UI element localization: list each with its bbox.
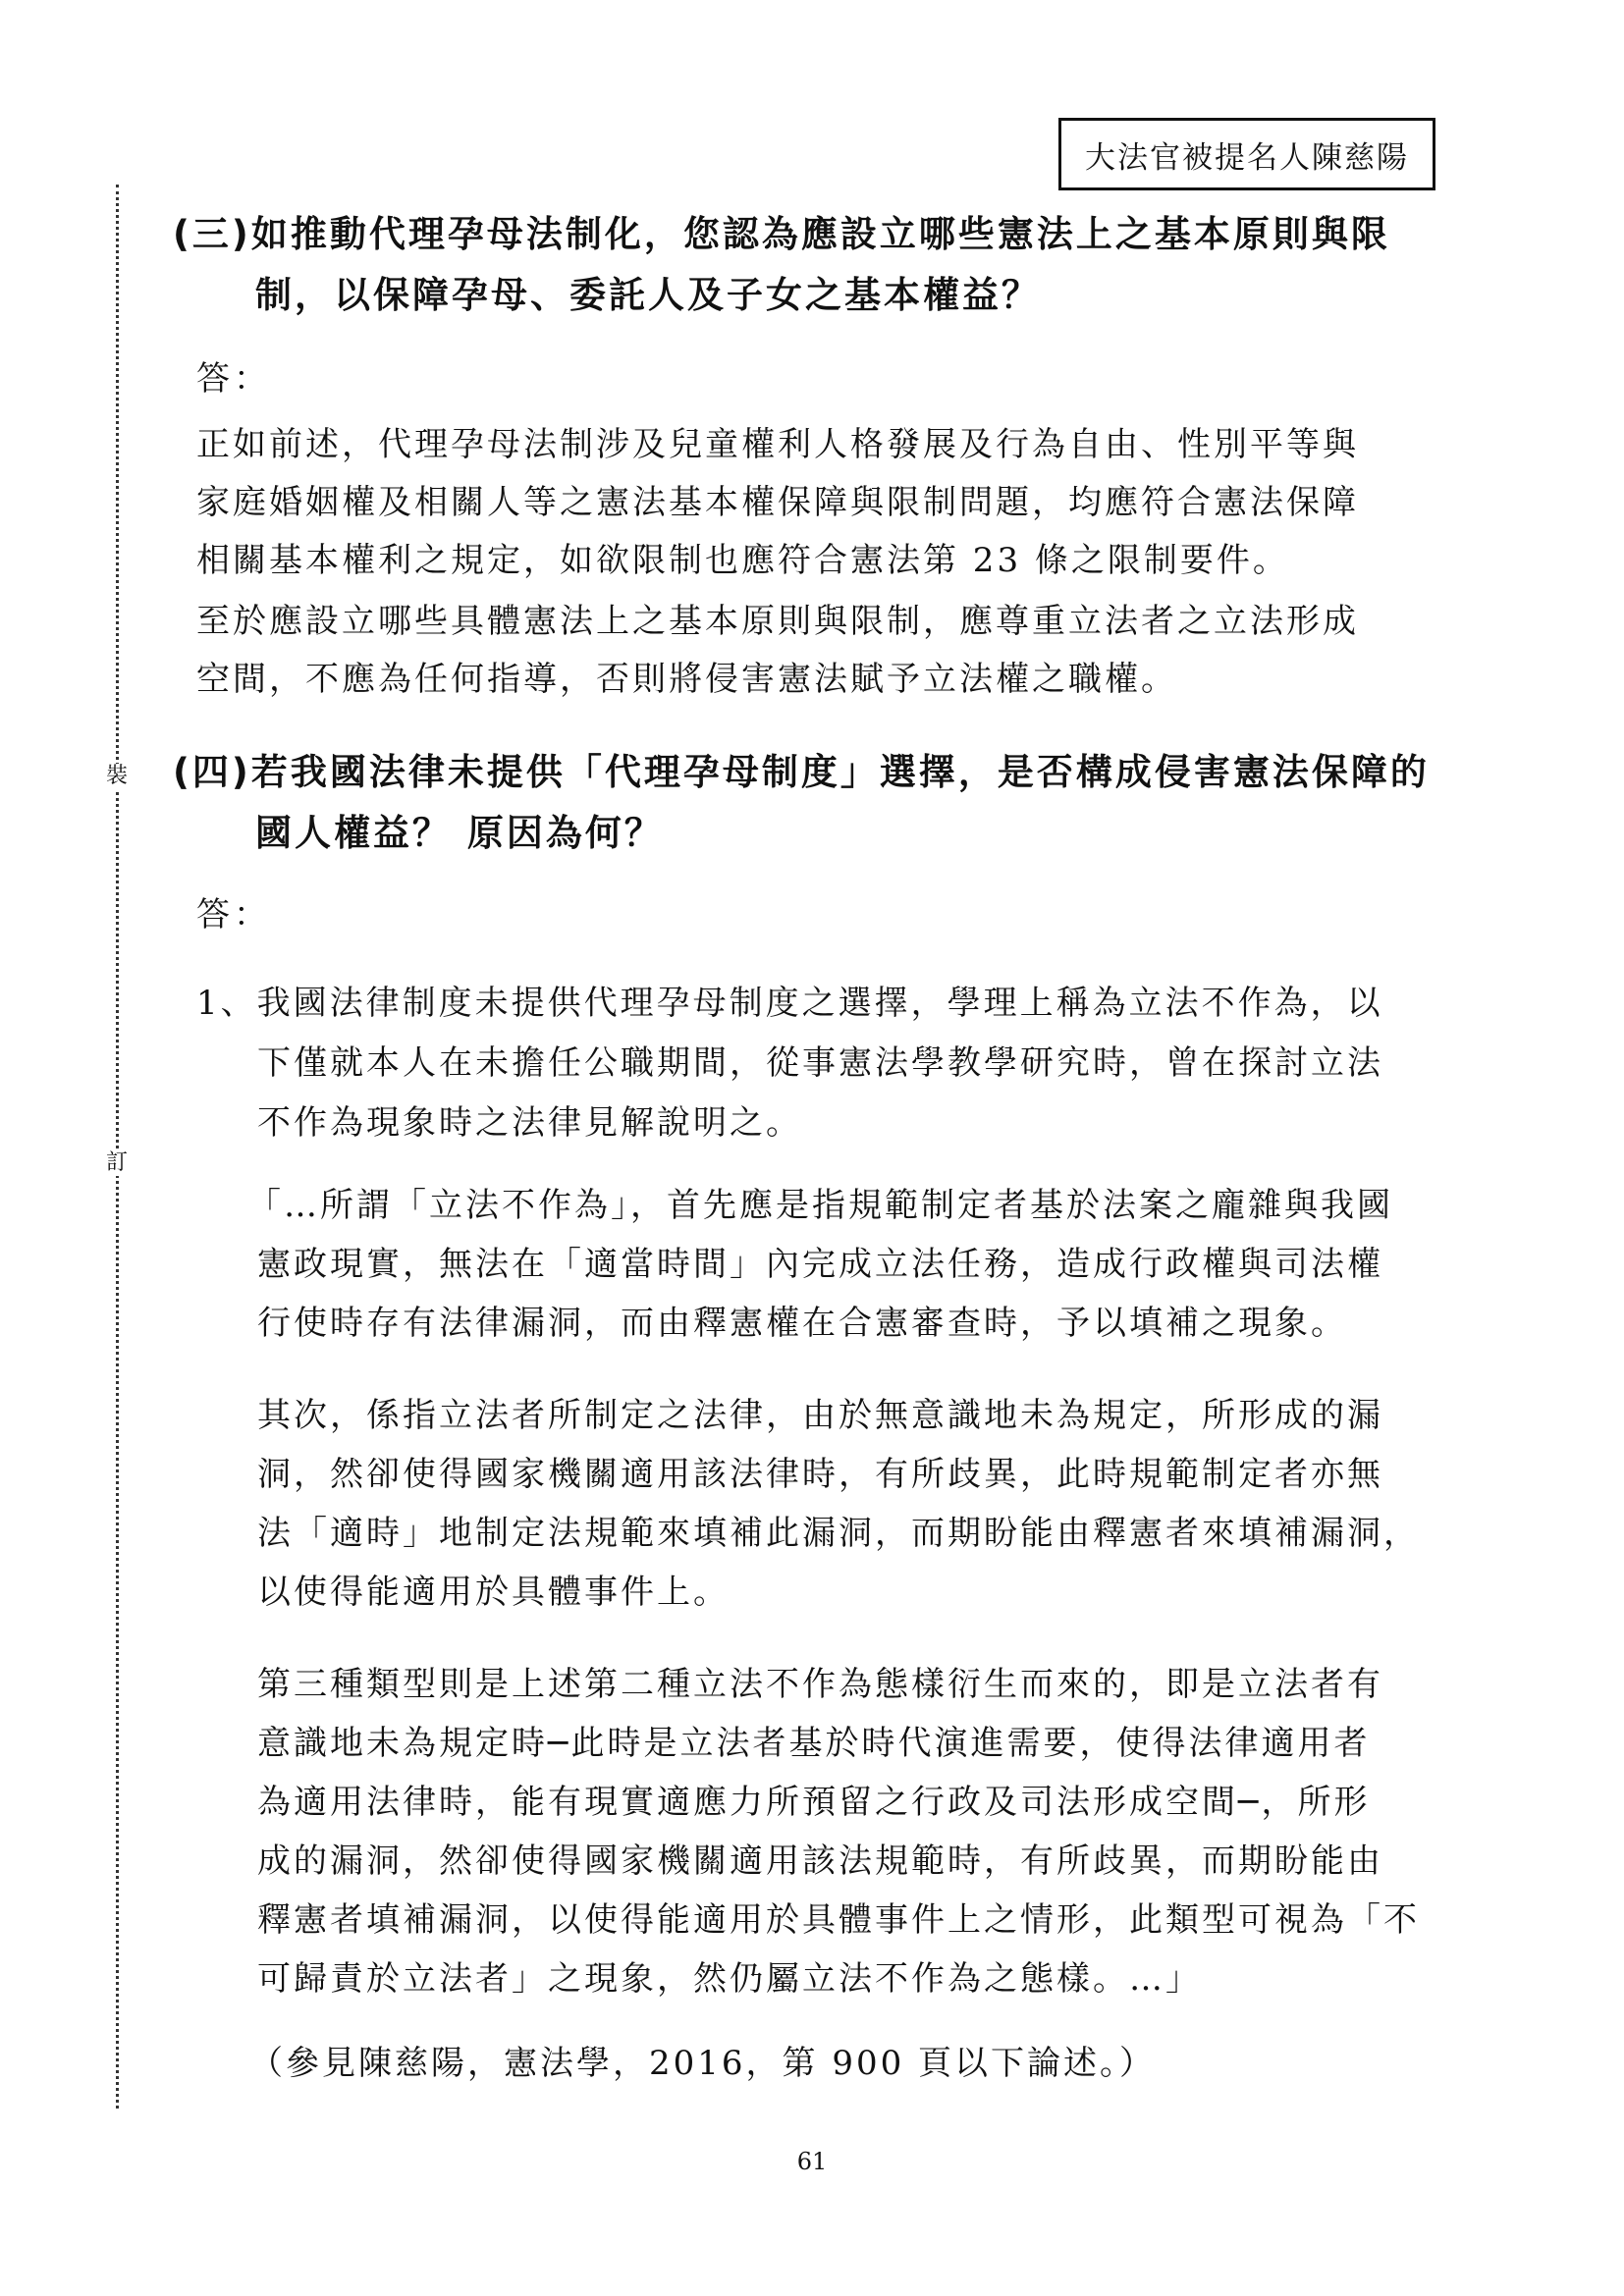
section3-title-line2: 制，以保障孕母、委託人及子女之基本權益？ [255, 274, 1041, 316]
nominee-label-box [1058, 118, 1435, 190]
paragraph-line: 家庭婚姻權及相關人等之憲法基本權保障與限制問題，均應符合憲法保障 [196, 483, 1359, 522]
quote-line: 意識地未為規定時─此時是立法者基於時代演進需要，使得法律適用者 [257, 1724, 1371, 1763]
item-line: 1、我國法律制度未提供代理孕母制度之選擇，學理上稱為立法不作為，以 [196, 984, 1383, 1023]
nominee-label: 大法官被提名人陳慈陽 [1085, 139, 1409, 176]
section4-quote-paragraph3 [257, 1655, 1420, 2008]
quote-line: 以使得能適用於具體事件上。 [257, 1573, 730, 1612]
quote-line: 其次，係指立法者所制定之法律，由於無意識地未為規定，所形成的漏 [257, 1396, 1383, 1435]
paragraph-line: 至於應設立哪些具體憲法上之基本原則與限制，應尊重立法者之立法形成 [196, 602, 1359, 641]
item-line: 不作為現象時之法律見解說明之。 [257, 1103, 802, 1143]
quote-line: 洞，然卻使得國家機關適用該法律時，有所歧異，此時規範制定者亦無 [257, 1455, 1383, 1494]
section3-answer-paragraph2 [196, 593, 1359, 709]
section4-answer-label: 答： [196, 895, 271, 934]
quote-line: 「…所謂「立法不作為」，首先應是指規範制定者基於法案之龐雜與我國 [247, 1186, 1393, 1225]
quote-line: 成的漏洞，然卻使得國家機關適用該法規範時，有所歧異，而期盼能由 [257, 1842, 1383, 1881]
page-number: 61 [796, 2148, 828, 2175]
binding-mark-bottom: 訂 [105, 1150, 128, 1175]
quote-line: 法「適時」地制定法規範來填補此漏洞，而期盼能由釋憲者來填補漏洞， [257, 1514, 1420, 1553]
quote-line: 第三種類型則是上述第二種立法不作為態樣衍生而來的，即是立法者有 [257, 1665, 1383, 1704]
quote-line: 為適用法律時，能有現實適應力所預留之行政及司法形成空間─，所形 [257, 1783, 1371, 1822]
section4-citation: （參見陳慈陽，憲法學，2016，第 900 頁以下論述。） [249, 2044, 1157, 2083]
binding-margin-line [116, 185, 119, 2109]
section3-title-line1: (三)如推動代理孕母法制化，您認為應設立哪些憲法上之基本原則與限 [173, 213, 1390, 255]
section3-question-title [173, 204, 1390, 326]
quote-line: 可歸責於立法者」之現象，然仍屬立法不作為之態樣。…」 [257, 1959, 1202, 1999]
section4-quote-paragraph1 [247, 1176, 1393, 1353]
quote-line: 釋憲者填補漏洞，以使得能適用於具體事件上之情形，此類型可視為「不 [257, 1900, 1420, 1940]
section3-answer-label: 答： [196, 359, 271, 399]
section4-title-line1: (四)若我國法律未提供「代理孕母制度」選擇，是否構成侵害憲法保障的 [173, 751, 1430, 793]
quote-line: 行使時存有法律漏洞，而由釋憲權在合憲審查時，予以填補之現象。 [257, 1304, 1347, 1343]
paragraph-line: 空間，不應為任何指導，否則將侵害憲法賦予立法權之職權。 [196, 660, 1177, 699]
item-line: 下僅就本人在未擔任公職期間，從事憲法學教學研究時，曾在探討立法 [257, 1043, 1383, 1083]
paragraph-line: 正如前述，代理孕母法制涉及兒童權利人格發展及行為自由、性別平等與 [196, 425, 1359, 464]
quote-line: 憲政現實，無法在「適當時間」內完成立法任務，造成行政權與司法權 [257, 1245, 1383, 1284]
section4-question-title [173, 742, 1430, 864]
binding-mark-top: 裝 [105, 764, 128, 788]
section4-title-line2: 國人權益？ 原因為何？ [255, 812, 664, 854]
section4-quote-paragraph2 [257, 1386, 1420, 1622]
paragraph-line: 相關基本權利之規定，如欲限制也應符合憲法第 23 條之限制要件。 [196, 541, 1289, 580]
section3-answer-paragraph1 [196, 416, 1359, 590]
section4-item1 [196, 974, 1383, 1153]
